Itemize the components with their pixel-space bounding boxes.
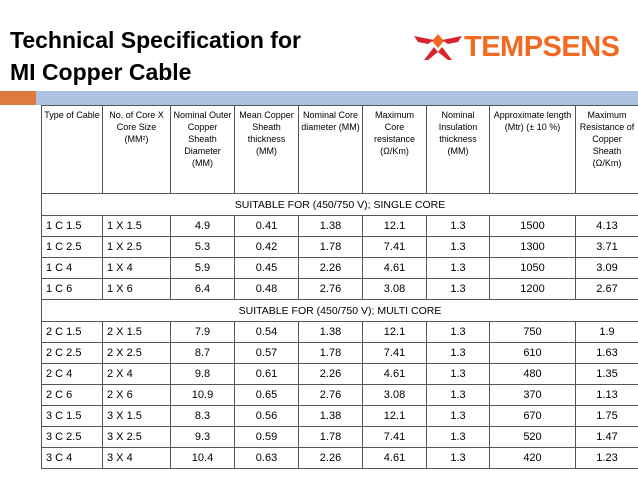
table-cell: 1.3 [427, 364, 490, 385]
table-cell: 1 C 2.5 [42, 237, 103, 258]
table-cell: 1200 [490, 279, 576, 300]
table-cell: 1.3 [427, 448, 490, 469]
title-line-2: MI Copper Cable [10, 59, 192, 85]
table-cell: 2 C 1.5 [42, 322, 103, 343]
table-cell: 670 [490, 406, 576, 427]
table-cell: 12.1 [363, 216, 427, 237]
table-cell: 2.67 [576, 279, 638, 300]
page-title [10, 24, 301, 88]
table-cell: 2 X 1.5 [103, 322, 171, 343]
table-row [42, 448, 638, 469]
table-cell: 1.38 [299, 216, 363, 237]
table-header-row [42, 106, 638, 194]
table-cell: 370 [490, 385, 576, 406]
table-cell: 1.3 [427, 216, 490, 237]
column-header: Maximum Resistance of Copper Sheath (Ω/Km) [576, 106, 638, 194]
table-cell: 1.78 [299, 427, 363, 448]
table-cell: 1 X 1.5 [103, 216, 171, 237]
tempsens-logo [414, 28, 636, 68]
table-row [42, 322, 638, 343]
table-cell: 2 X 4 [103, 364, 171, 385]
table-cell: 1 C 1.5 [42, 216, 103, 237]
table-cell: 520 [490, 427, 576, 448]
table-cell: 2 C 2.5 [42, 343, 103, 364]
table-cell: 6.4 [171, 279, 235, 300]
table-cell: 750 [490, 322, 576, 343]
table-row [42, 385, 638, 406]
table-cell: 1.3 [427, 427, 490, 448]
column-header: Approximate length (Mtr) (± 10 %) [490, 106, 576, 194]
table-cell: 2 X 2.5 [103, 343, 171, 364]
tempsens-logo-icon [414, 30, 462, 60]
table-row [42, 406, 638, 427]
table-cell: 3.08 [363, 385, 427, 406]
accent-bar [0, 91, 36, 105]
section-label: SUITABLE FOR (450/750 V); SINGLE CORE [42, 194, 638, 216]
title-line-1: Technical Specification for [10, 27, 301, 53]
table-cell: 0.65 [235, 385, 299, 406]
table-cell: 7.41 [363, 427, 427, 448]
table-cell: 2.76 [299, 279, 363, 300]
table-cell: 1500 [490, 216, 576, 237]
table-cell: 1.3 [427, 343, 490, 364]
table-cell: 1300 [490, 237, 576, 258]
table-cell: 7.41 [363, 237, 427, 258]
table-cell: 1.13 [576, 385, 638, 406]
table-cell: 1.78 [299, 343, 363, 364]
table-cell: 0.56 [235, 406, 299, 427]
table-cell: 1.3 [427, 406, 490, 427]
table-cell: 4.61 [363, 258, 427, 279]
table-cell: 2 C 4 [42, 364, 103, 385]
table-cell: 3.08 [363, 279, 427, 300]
column-header: Maximum Core resistance (Ω/Km) [363, 106, 427, 194]
table-row [42, 427, 638, 448]
table-cell: 4.13 [576, 216, 638, 237]
section-row [42, 300, 638, 322]
table-cell: 2.26 [299, 364, 363, 385]
table-cell: 3 X 2.5 [103, 427, 171, 448]
column-header: Nominal Outer Copper Sheath Diameter (MM) [171, 106, 235, 194]
table-cell: 7.41 [363, 343, 427, 364]
column-header: Type of Cable [42, 106, 103, 194]
table-cell: 1.78 [299, 237, 363, 258]
table-cell: 1.38 [299, 406, 363, 427]
table-row [42, 364, 638, 385]
header-band [36, 91, 638, 105]
table-cell: 3.71 [576, 237, 638, 258]
table-cell: 0.42 [235, 237, 299, 258]
section-row [42, 194, 638, 216]
logo-text: TEMPSENS [464, 31, 620, 63]
table-cell: 3 X 1.5 [103, 406, 171, 427]
table-cell: 3.09 [576, 258, 638, 279]
table-cell: 0.63 [235, 448, 299, 469]
table-cell: 3 C 4 [42, 448, 103, 469]
column-header: Nominal Core diameter (MM) [299, 106, 363, 194]
table-cell: 1 X 6 [103, 279, 171, 300]
table-cell: 8.7 [171, 343, 235, 364]
table-cell: 0.48 [235, 279, 299, 300]
table-cell: 1.3 [427, 322, 490, 343]
table-cell: 1.3 [427, 279, 490, 300]
table-cell: 1.47 [576, 427, 638, 448]
table-cell: 10.4 [171, 448, 235, 469]
table-cell: 1050 [490, 258, 576, 279]
table-cell: 1 X 4 [103, 258, 171, 279]
table-cell: 4.61 [363, 364, 427, 385]
table-cell: 420 [490, 448, 576, 469]
column-header: Mean Copper Sheath thickness (MM) [235, 106, 299, 194]
specification-table [41, 105, 638, 469]
table-cell: 2.76 [299, 385, 363, 406]
table-cell: 3 C 2.5 [42, 427, 103, 448]
table-cell: 610 [490, 343, 576, 364]
table-cell: 1.3 [427, 237, 490, 258]
table-cell: 4.9 [171, 216, 235, 237]
table-cell: 1 C 6 [42, 279, 103, 300]
table-cell: 1 X 2.5 [103, 237, 171, 258]
section-label: SUITABLE FOR (450/750 V); MULTI CORE [42, 300, 638, 322]
table-cell: 3 C 1.5 [42, 406, 103, 427]
table-cell: 9.8 [171, 364, 235, 385]
table-cell: 1.35 [576, 364, 638, 385]
table-cell: 2 X 6 [103, 385, 171, 406]
table-cell: 0.61 [235, 364, 299, 385]
table-cell: 2.26 [299, 448, 363, 469]
table-cell: 2 C 6 [42, 385, 103, 406]
table-cell: 1.75 [576, 406, 638, 427]
table-body [42, 194, 638, 469]
table-cell: 7.9 [171, 322, 235, 343]
table-cell: 1.38 [299, 322, 363, 343]
table-cell: 9.3 [171, 427, 235, 448]
table-cell: 8.3 [171, 406, 235, 427]
table-cell: 3 X 4 [103, 448, 171, 469]
table-cell: 12.1 [363, 406, 427, 427]
table-row [42, 343, 638, 364]
table-cell: 4.61 [363, 448, 427, 469]
table-cell: 1.3 [427, 385, 490, 406]
table-cell: 1 C 4 [42, 258, 103, 279]
column-header: No. of Core X Core Size (MM²) [103, 106, 171, 194]
table-cell: 1.9 [576, 322, 638, 343]
table-cell: 0.57 [235, 343, 299, 364]
table-cell: 1.23 [576, 448, 638, 469]
table-row [42, 279, 638, 300]
table-cell: 0.41 [235, 216, 299, 237]
table-cell: 5.3 [171, 237, 235, 258]
table-cell: 0.59 [235, 427, 299, 448]
table-row [42, 237, 638, 258]
column-header: Nominal Insulation thickness (MM) [427, 106, 490, 194]
table-cell: 12.1 [363, 322, 427, 343]
table-cell: 1.63 [576, 343, 638, 364]
table-cell: 0.45 [235, 258, 299, 279]
table-row [42, 216, 638, 237]
table-cell: 480 [490, 364, 576, 385]
table-cell: 2.26 [299, 258, 363, 279]
table-cell: 1.3 [427, 258, 490, 279]
table-cell: 5.9 [171, 258, 235, 279]
table-cell: 10.9 [171, 385, 235, 406]
table-row [42, 258, 638, 279]
table-cell: 0.54 [235, 322, 299, 343]
